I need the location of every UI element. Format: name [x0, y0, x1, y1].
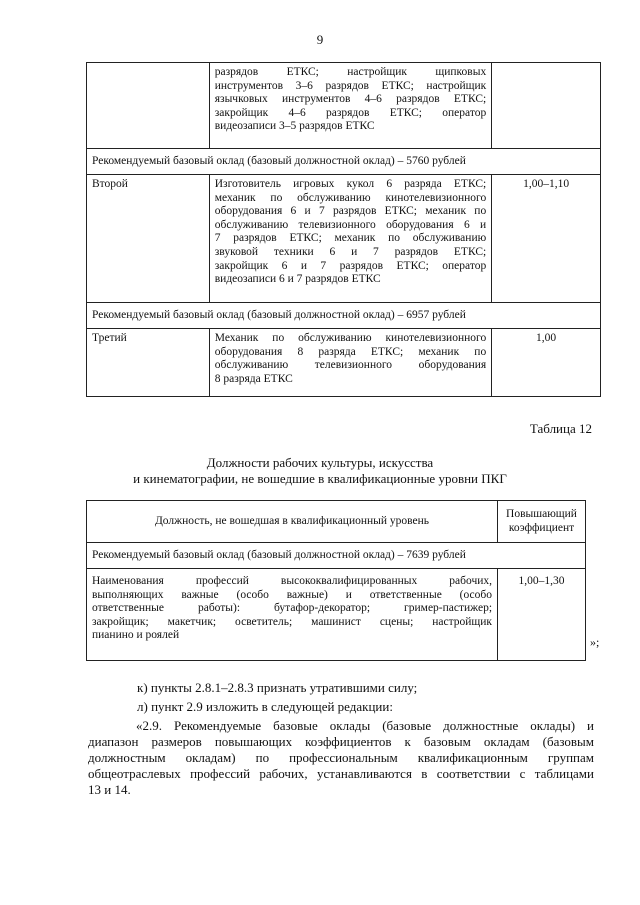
item-k: к) пункты 2.8.1–2.8.3 признать утратившими силу; [137, 680, 418, 695]
continued-occupations-cell: разрядов ЕТКС; настройщик щипковых инструментов 3–6 разрядов ЕТКС; настройщик язычковых инструментов 4–6 разрядов ЕТКС; закройщик 4–6 разрядов ЕТКС; оператор видеозаписи 3–5 разрядов ЕТКС [209, 63, 491, 149]
table-row [87, 63, 601, 149]
level-name: Третий [87, 329, 210, 397]
occupations-cell: Механик по обслуживанию кинотелевизионного оборудования 8 разряда ЕТКС; механик по обслуживанию телевизионного оборудования 8 разряда ЕТКС [209, 329, 491, 397]
table-title-line1: Должности рабочих культуры, искусства [206, 455, 434, 470]
occupations-cell: Изготовитель игровых кукол 6 разряда ЕТКС; механик по обслуживанию кинотелевизионного оборудования 6 и 7 разрядов ЕТКС; механик по обслуживанию телевизионного оборудования 6 и 7 разрядов ЕТКС; механик по обслуживанию звуковой техники 6 и 7 разрядов ЕТКС; закройщик 6 и 7 разрядов ЕТКС; оператор видеозаписи 6 и 7 разрядов ЕТКС [209, 175, 491, 303]
table-title-line2: и кинематографии, не вошедшие в квалификационные уровни ПКГ [133, 471, 507, 486]
table-label: Таблица 12 [529, 421, 592, 436]
table-row [87, 329, 601, 397]
level-name: Второй [87, 175, 210, 303]
salary-row-text: Рекомендуемый базовый оклад (базовый должностной оклад) – 5760 рублей [87, 149, 601, 175]
salary-row [87, 543, 586, 569]
salary-row-text: Рекомендуемый базовый оклад (базовый должностной оклад) – 7639 рублей [87, 543, 586, 569]
table-header-row [87, 501, 586, 543]
page-number: 9 [316, 32, 324, 47]
table-row [87, 569, 586, 661]
coefficient-cell: 1,00–1,10 [492, 175, 601, 303]
table-12 [86, 500, 586, 661]
salary-row-text: Рекомендуемый базовый оклад (базовый должностной оклад) – 6957 рублей [87, 303, 601, 329]
paragraph-2-9: «2.9. Рекомендуемые базовые оклады (базовые должностные оклады) и диапазон размеров повышающих коэффициентов к базовым окладам (базовым должностным окладам) по профессиональным квалификационным группам общеотраслевых профессий рабочих, устанавливаются в соответствии с таблицами 13 и 14. [88, 718, 594, 797]
header-position: Должность, не вошедшая в квалификационный уровень [87, 501, 498, 543]
item-l: л) пункт 2.9 изложить в следующей редакции: [137, 699, 393, 714]
salary-row [87, 149, 601, 175]
coefficient-cell: 1,00–1,30 [498, 569, 586, 661]
coefficient-cell: 1,00 [492, 329, 601, 397]
header-coefficient: Повышающий коэффициент [498, 501, 586, 543]
qualification-table [86, 62, 601, 397]
occupations-cell: Наименования профессий высококвалифицированных рабочих, выполняющих важные (особо важные) и ответственные (особо ответственные работы): бутафор-декоратор; гример-пастижер; закройщик; макетчик; осветитель; машинист сцены; настройщик пианино и роялей [87, 569, 498, 661]
salary-row [87, 303, 601, 329]
closing-quote: »; [590, 635, 600, 649]
table-row [87, 175, 601, 303]
